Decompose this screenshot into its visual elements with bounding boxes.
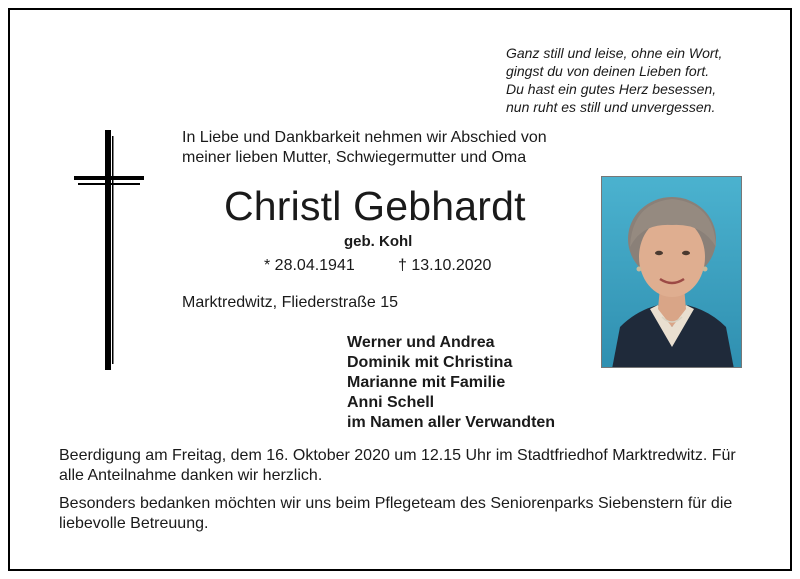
special-thanks: Besonders bedanken möchten wir uns beim Pflegeteam des Seniorenparks Siebenstern für die liebevolle Betreuung.: [59, 495, 733, 532]
birth-date: * 28.04.1941: [264, 257, 355, 274]
intro-line: meiner lieben Mutter, Schwiegermutter und Oma: [182, 149, 527, 166]
poem-line: Ganz still und leise, ohne ein Wort,: [506, 45, 723, 61]
mourners-list: [347, 333, 555, 433]
mourner-item: Marianne mit Familie: [347, 374, 506, 391]
poem-line: Du hast ein gutes Herz besessen,: [506, 81, 717, 97]
mourner-item: Werner und Andrea: [347, 334, 495, 351]
poem-line: nun ruht es still und unvergessen.: [506, 99, 716, 115]
memorial-poem: [506, 44, 766, 116]
maiden-name: geb. Kohl: [344, 233, 413, 250]
mourner-item: Anni Schell: [347, 394, 435, 411]
intro-line: In Liebe und Dankbarkeit nehmen wir Abschied von: [182, 129, 547, 146]
funeral-notice: Beerdigung am Freitag, dem 16. Oktober 2020 um 12.15 Uhr im Stadtfriedhof Marktredwitz. Für alle Anteilnahme danken wir herzlich.: [59, 447, 736, 484]
farewell-intro: [182, 128, 547, 168]
cross-icon: [74, 130, 144, 370]
deceased-name: Christl Gebhardt: [224, 183, 526, 229]
poem-line: gingst du von deinen Lieben fort.: [506, 63, 710, 79]
address: Marktredwitz, Fliederstraße 15: [182, 294, 399, 311]
mourner-item: Dominik mit Christina: [347, 354, 513, 371]
portrait-photo: [601, 176, 742, 368]
mourner-item: im Namen aller Verwandten: [347, 414, 556, 431]
death-date: † 13.10.2020: [398, 257, 492, 274]
